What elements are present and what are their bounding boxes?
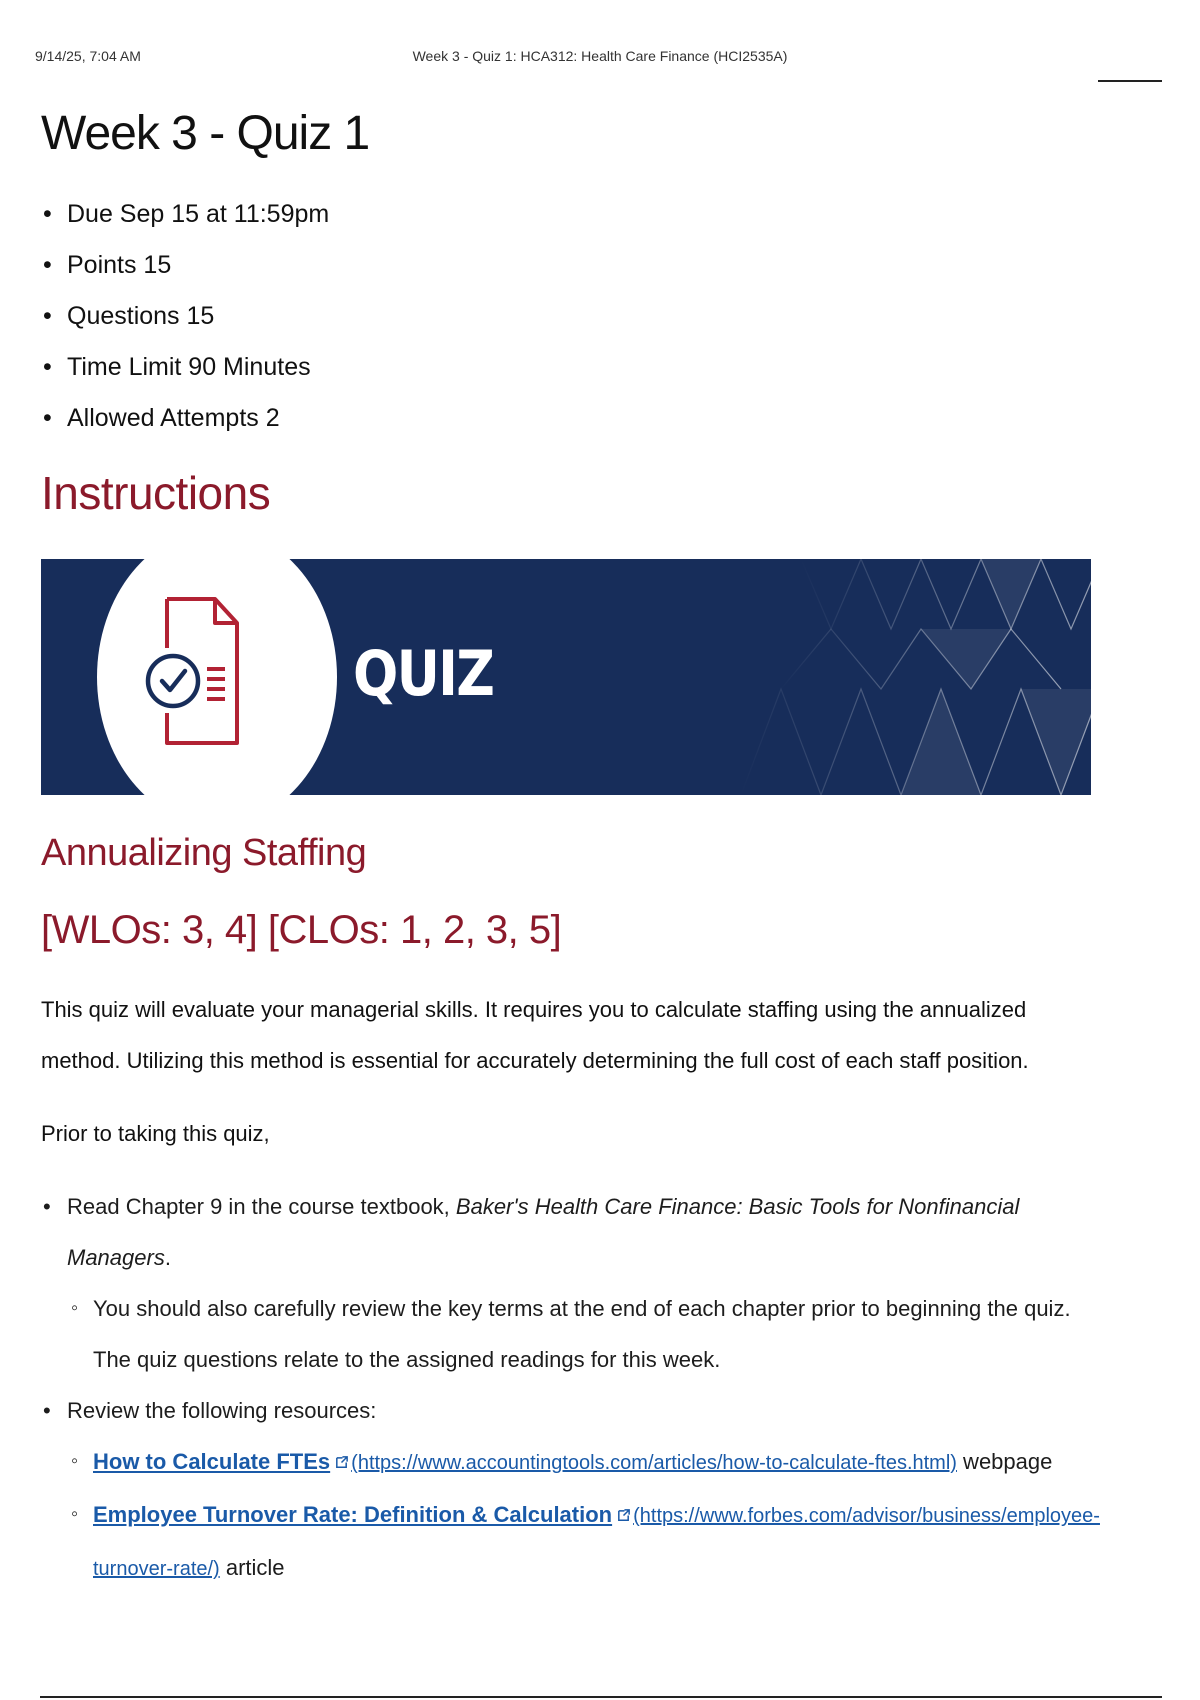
points-item: • Points 15	[67, 240, 1101, 291]
fte-resource-type: webpage	[956, 1449, 1053, 1475]
turnover-resource-link[interactable]: Employee Turnover Rate: Definition & Calculation	[93, 1502, 613, 1528]
time-limit-item: • Time Limit 90 Minutes	[67, 342, 1101, 393]
top-divider	[1098, 80, 1162, 82]
learning-outcomes: [WLOs: 3, 4] [CLOs: 1, 2, 3, 5]	[41, 908, 562, 953]
review-key-terms-item: ◦ You should also carefully review the key terms at the end of each chapter prior to beginning the quiz. The quiz questions relate to the assigned readings for this week.	[93, 1283, 1101, 1385]
external-link-icon	[334, 1455, 349, 1470]
document-checklist-icon	[137, 593, 247, 763]
prior-paragraph: Prior to taking this quiz,	[41, 1121, 270, 1147]
turnover-resource-url[interactable]: (https://www.forbes.com/advisor/business/employee-turnover-rate/)	[93, 1505, 1100, 1581]
turnover-resource-type: article	[219, 1555, 285, 1581]
read-chapter-prefix: Read Chapter 9 in the course textbook,	[67, 1194, 456, 1220]
resource-item	[93, 1489, 1101, 1595]
review-resources-text: Review the following resources:	[67, 1398, 377, 1424]
due-date-item: • Due Sep 15 at 11:59pm	[67, 189, 1101, 240]
read-chapter-suffix: .	[164, 1245, 171, 1271]
intro-paragraph: This quiz will evaluate your managerial skills. It requires you to calculate staffing using the annualized method. Utilizing this method is essential for accurately determining the full cost of each staff position.	[41, 997, 1029, 1074]
print-date: 9/14/25, 7:04 AM	[35, 48, 141, 64]
quiz-details-list	[41, 189, 1101, 444]
banner-quiz-label: QUIZ	[353, 636, 494, 710]
quiz-title: Week 3 - Quiz 1	[41, 107, 370, 160]
preparation-list	[41, 1181, 1101, 1595]
quiz-content	[41, 105, 1101, 1595]
quiz-banner	[41, 559, 1091, 795]
questions-item: • Questions 15	[67, 291, 1101, 342]
instructions-heading: Instructions	[41, 466, 271, 519]
allowed-attempts-item: • Allowed Attempts 2	[67, 393, 1101, 444]
resources-sublist	[67, 1436, 1101, 1595]
read-chapter-sublist	[67, 1283, 1101, 1385]
print-header	[35, 48, 1165, 68]
fte-resource-link[interactable]: How to Calculate FTEs	[93, 1449, 331, 1475]
resource-item	[93, 1436, 1101, 1489]
bottom-divider	[40, 1696, 1162, 1698]
fte-resource-url[interactable]: (https://www.accountingtools.com/articles/how-to-calculate-ftes.html)	[351, 1452, 957, 1475]
read-chapter-item	[67, 1181, 1101, 1385]
section-subtitle: Annualizing Staffing	[41, 831, 367, 874]
review-resources-item	[67, 1385, 1101, 1595]
textbook-title: Baker's Health Care Finance: Basic Tools for Nonfinancial Managers	[67, 1194, 1020, 1271]
external-link-icon	[616, 1508, 631, 1523]
print-page-title: Week 3 - Quiz 1: HCA312: Health Care Finance (HCI2535A)	[412, 48, 788, 64]
